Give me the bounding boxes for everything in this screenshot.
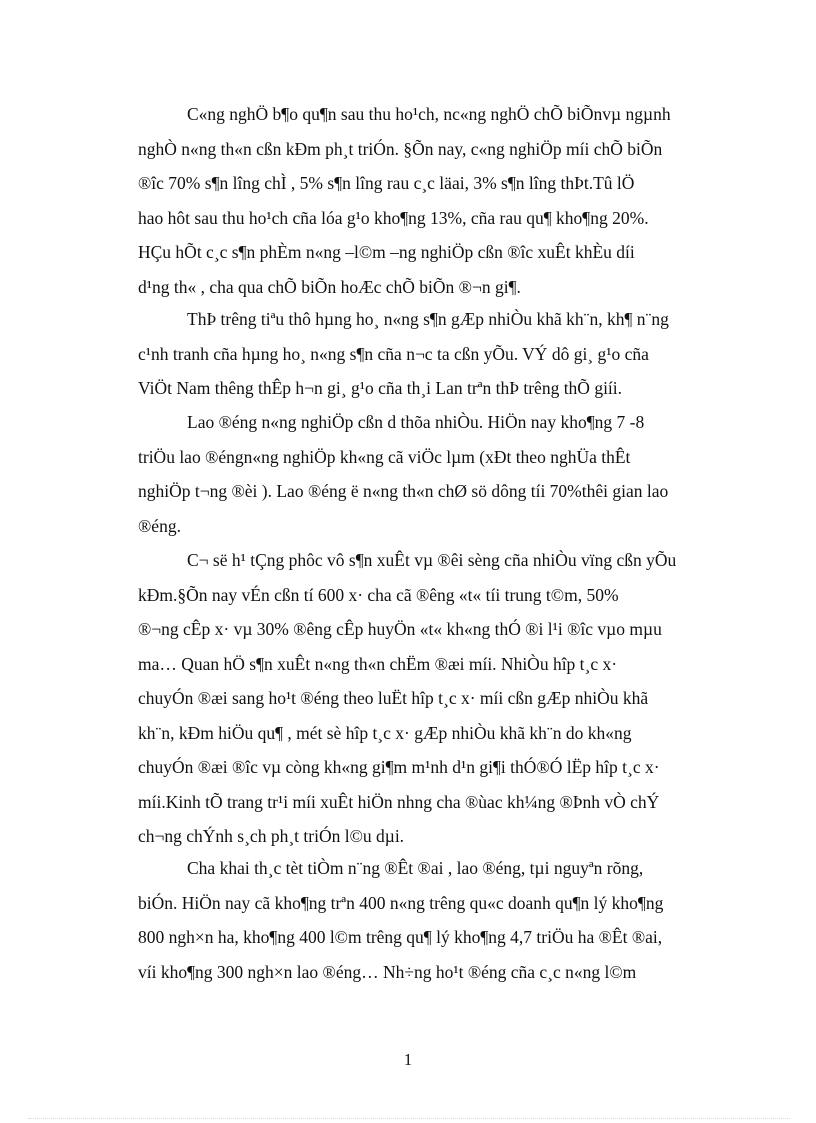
text-line: biÓn. HiÖn nay cã kho¶ng trªn 400 n«ng trêng qu«c doanh qu¶n lý kho¶ng [138,892,664,913]
text-line: 800 ngh×n ha, kho¶ng 400 l©m trêng qu¶ lý kho¶ng 4,7 triÖu ha ®Êt ®ai, [138,927,663,947]
paragraph-3 [138,405,721,543]
text-line: ®îc 70% s¶n lîng chÌ , 5% s¶n lîng rau c¸c läai, 3% s¶n lîng thÞt.Tû lÖ [138,173,635,193]
text-line: hao hôt sau thu ho¹ch cña lóa g¹o kho¶ng 13%, cña rau qu¶ kho¶ng 20%. [138,207,649,228]
text-line: víi kho¶ng 300 ngh×n lao ®éng… Nh÷ng ho¹t ®éng cña c¸c n«ng l©m [138,961,637,982]
text-line: chuyÓn ®æi ®îc vµ còng kh«ng gi¶m m¹nh d¹n gi¶i thÓ®Ó lËp hîp t¸c x· [138,757,660,777]
paragraph-4 [138,543,721,854]
text-line: ®¬ng cÊp x· vµ 30% ®êng cÊp huyÖn «t« kh«ng thÓ ®i l¹i ®îc vµo mµu [138,619,662,639]
text-line: Cha khai th¸c tèt tiÒm n¨ng ®Êt ®ai , lao ®éng, tµi nguyªn rõng, [187,858,644,878]
text-line: ma… Quan hÖ s¶n xuÊt n«ng th«n chËm ®æi míi. NhiÒu hîp t¸c x· [138,653,618,674]
page-number: 1 [403,1050,413,1069]
text-line: chuyÓn ®æi sang ho¹t ®éng theo luËt hîp t¸c x· míi cßn gÆp nhiÒu khã [138,688,649,708]
text-line: triÖu lao ®éngn«ng nghiÖp kh«ng cã viÖc lµm (xÐt theo nghÜa thÊt [138,446,631,467]
text-line: míi.Kinh tÕ trang tr¹i míi xuÊt hiÖn nhng cha ®ùac kh¼ng ®Þnh vÒ chÝ [138,791,660,812]
paragraph-1 [138,97,721,304]
text-line: nghÒ n«ng th«n cßn kÐm ph¸t triÓn. §Õn nay, c«ng nghiÖp míi chÕ biÕn [138,138,663,159]
text-line: Lao ®éng n«ng nghiÖp cßn d thõa nhiÒu. HiÖn nay kho¶ng 7 -8 [187,412,645,432]
text-line: ThÞ trêng tiªu thô hµng ho¸ n«ng s¶n gÆp nhiÒu khã kh¨n, kh¶ n¨ng [187,309,669,329]
text-line: ViÖt Nam thêng thÊp h¬n gi¸ g¹o cña th¸i Lan trªn thÞ trêng thÕ giíi. [138,378,623,398]
text-line: C¬ së h¹ tÇng phôc vô s¶n xuÊt vµ ®êi sèng cña nhiÒu vïng cßn yÕu [187,550,677,570]
paragraph-5 [138,851,721,989]
paragraph-2 [138,302,721,406]
text-line: kh¨n, kÐm hiÖu qu¶ , mét sè hîp t¸c x· gÆp nhiÒu khã kh¨n do kh«ng [138,722,632,743]
text-line: C«ng nghÖ b¶o qu¶n sau thu ho¹ch, nc«ng nghÖ chÕ biÕnvµ ngµnh [187,104,671,124]
text-line: nghiÖp t¬ng ®èi ). Lao ®éng ë n«ng th«n chØ sö dông tíi 70%thêi gian lao [138,481,669,501]
text-line: d¹ng th« , cha qua chÕ biÕn hoÆc chÕ biÕn ®¬n gi¶. [138,276,521,297]
text-line: kÐm.§Õn nay vÉn cßn tí 600 x· cha cã ®êng «t« tíi trung t©m, 50% [138,584,619,605]
text-line: ®éng. [138,515,181,536]
text-line: ch¬ng chÝnh s¸ch ph¸t triÓn l©u dµi. [138,826,405,846]
footer-divider [28,1118,790,1119]
text-line: c¹nh tranh cña hµng ho¸ n«ng s¶n cña n¬c ta cßn yÕu. VÝ dô gi¸ g¹o cña [138,343,649,364]
text-line: HÇu hÕt c¸c s¶n phÈm n«ng –l©m –ng nghiÖp cßn ®îc xuÊt khÈu díi [138,242,635,262]
